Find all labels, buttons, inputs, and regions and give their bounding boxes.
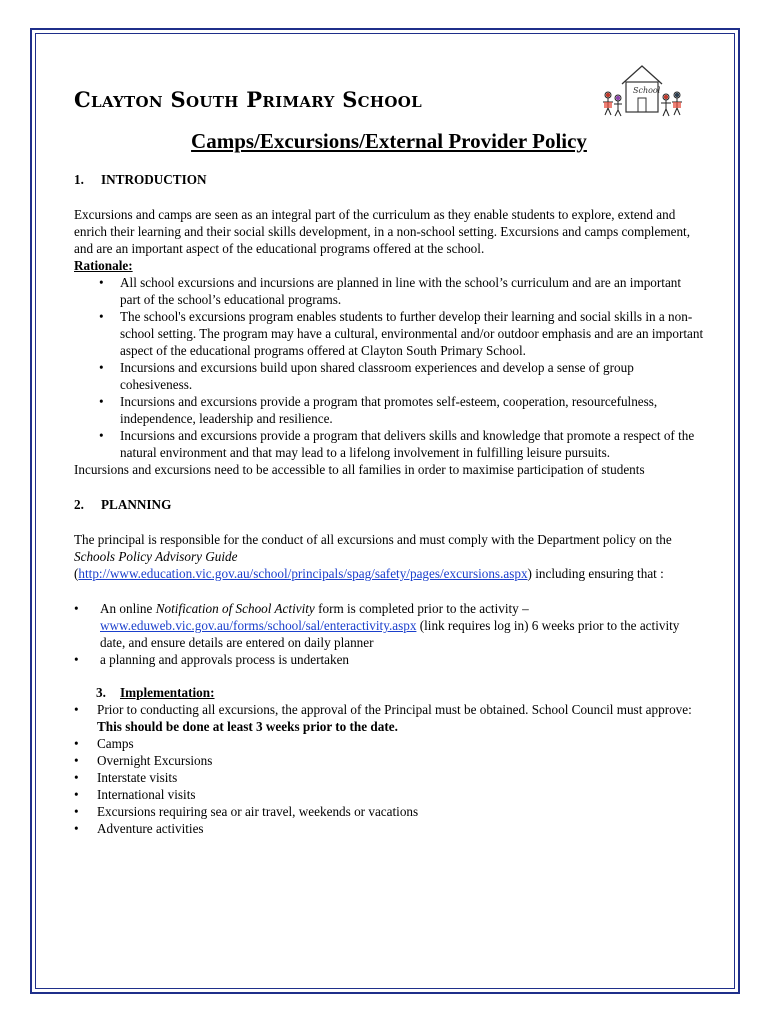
list-item-text: Adventure activities (97, 821, 204, 836)
closing-paragraph: Incursions and excursions need to be accessible to all families in order to maximise participation of students (74, 462, 645, 477)
bullet: • (99, 428, 104, 443)
intro-paragraph: Excursions and camps are seen as an integral part of the curriculum as they enable students to explore, extend and enrich their learning and their social skills development, in a non-school setting. Excursions and camps complement, and are an important aspect of the educational programs offered at the school. (74, 207, 690, 256)
spag-link[interactable]: http://www.education.vic.gov.au/school/principals/spag/safety/pages/excursions.aspx (78, 566, 528, 581)
list-item-text: Interstate visits (97, 770, 178, 785)
section-title: PLANNING (101, 497, 172, 512)
list-item (74, 803, 704, 820)
text-run: (link requires log in) 6 weeks prior to the activity date, and ensure details are entered on daily planner (100, 618, 680, 650)
list-item (74, 820, 704, 837)
eduweb-link[interactable]: www.eduweb.vic.gov.au/forms/school/sal/enteractivity.aspx (100, 618, 417, 633)
logo-text: School (633, 86, 661, 95)
text-run: form is completed prior to the activity – (314, 601, 529, 616)
section-number: 3. (96, 685, 106, 700)
list-item (74, 701, 704, 735)
section-title: Implementation: (120, 685, 215, 700)
list-item-text: Incursions and excursions provide a program that delivers skills and knowledge that promote a respect of the natural environment and that may lead to a lifelong involvement in fulfilling leisure pursuits. (120, 428, 695, 460)
bullet: • (74, 652, 79, 667)
list-item (74, 600, 704, 651)
planning-list (74, 600, 704, 668)
list-item-text: The school's excursions program enables students to further develop their learning and social skills in a non-school setting. The program may have a cultural, environmental and/or outdoor emphasis and are an important aspect of the educational programs offered at Clayton South Primary School. (120, 309, 704, 358)
list-item (74, 359, 704, 393)
list-item (74, 393, 704, 427)
bullet: • (74, 702, 79, 717)
list-item (74, 651, 704, 668)
bullet: • (99, 360, 104, 375)
bullet: • (74, 770, 79, 785)
list-item-text: All school excursions and incursions are planned in line with the school’s curriculum and are an important part of the school’s educational programs. (120, 275, 682, 307)
section-heading-planning (74, 496, 704, 513)
form-name: Notification of School Activity (155, 601, 315, 616)
bullet: • (74, 753, 79, 768)
document-page (74, 84, 704, 837)
bullet: • (99, 394, 104, 409)
list-item (74, 786, 704, 803)
text-run: Prior to conducting all excursions, the approval of the Principal must be obtained. School Council must approve: (97, 702, 692, 717)
list-item (74, 427, 704, 461)
list-item-text: International visits (97, 787, 196, 802)
text-run: An online (100, 601, 156, 616)
bullet: • (74, 821, 79, 836)
bullet: • (99, 309, 104, 324)
approval-deadline: This should be done at least 3 weeks prior to the date. (97, 719, 398, 734)
list-item (74, 735, 704, 752)
rationale-list (74, 274, 704, 461)
policy-title: Camps/Excursions/External Provider Policy (191, 129, 587, 153)
section-heading-introduction (74, 171, 704, 188)
rationale-label: Rationale: (74, 258, 133, 273)
bullet: • (74, 787, 79, 802)
list-item-text: Incursions and excursions provide a program that promotes self-esteem, cooperation, resourcefulness, independence, leadership and resilience. (120, 394, 658, 426)
list-item-text: Overnight Excursions (97, 753, 213, 768)
text-run: ( (74, 566, 79, 581)
bullet: • (74, 736, 79, 751)
list-item (74, 752, 704, 769)
list-item (74, 308, 704, 359)
list-item-text: Excursions requiring sea or air travel, weekends or vacations (97, 804, 419, 819)
bullet: • (74, 601, 79, 616)
policy-guide-title: Schools Policy Advisory Guide (74, 549, 238, 564)
list-item (74, 769, 704, 786)
list-item-text: Incursions and excursions build upon shared classroom experiences and develop a sense of group cohesiveness. (120, 360, 634, 392)
section-number: 1. (74, 172, 84, 187)
bullet: • (99, 275, 104, 290)
implementation-list (74, 701, 704, 837)
section-title: INTRODUCTION (101, 172, 207, 187)
text-run: The principal is responsible for the conduct of all excursions and must comply with the Department policy on the (74, 532, 672, 547)
text-run: ) including ensuring that : (527, 566, 664, 581)
planning-paragraph (74, 531, 704, 582)
list-item (74, 274, 704, 308)
section-number: 2. (74, 497, 84, 512)
list-item-text: Camps (97, 736, 134, 751)
bullet: • (74, 804, 79, 819)
school-name: Clayton South Primary School (74, 87, 422, 112)
list-item-text: a planning and approvals process is undertaken (100, 652, 350, 667)
section-heading-implementation (74, 684, 704, 701)
